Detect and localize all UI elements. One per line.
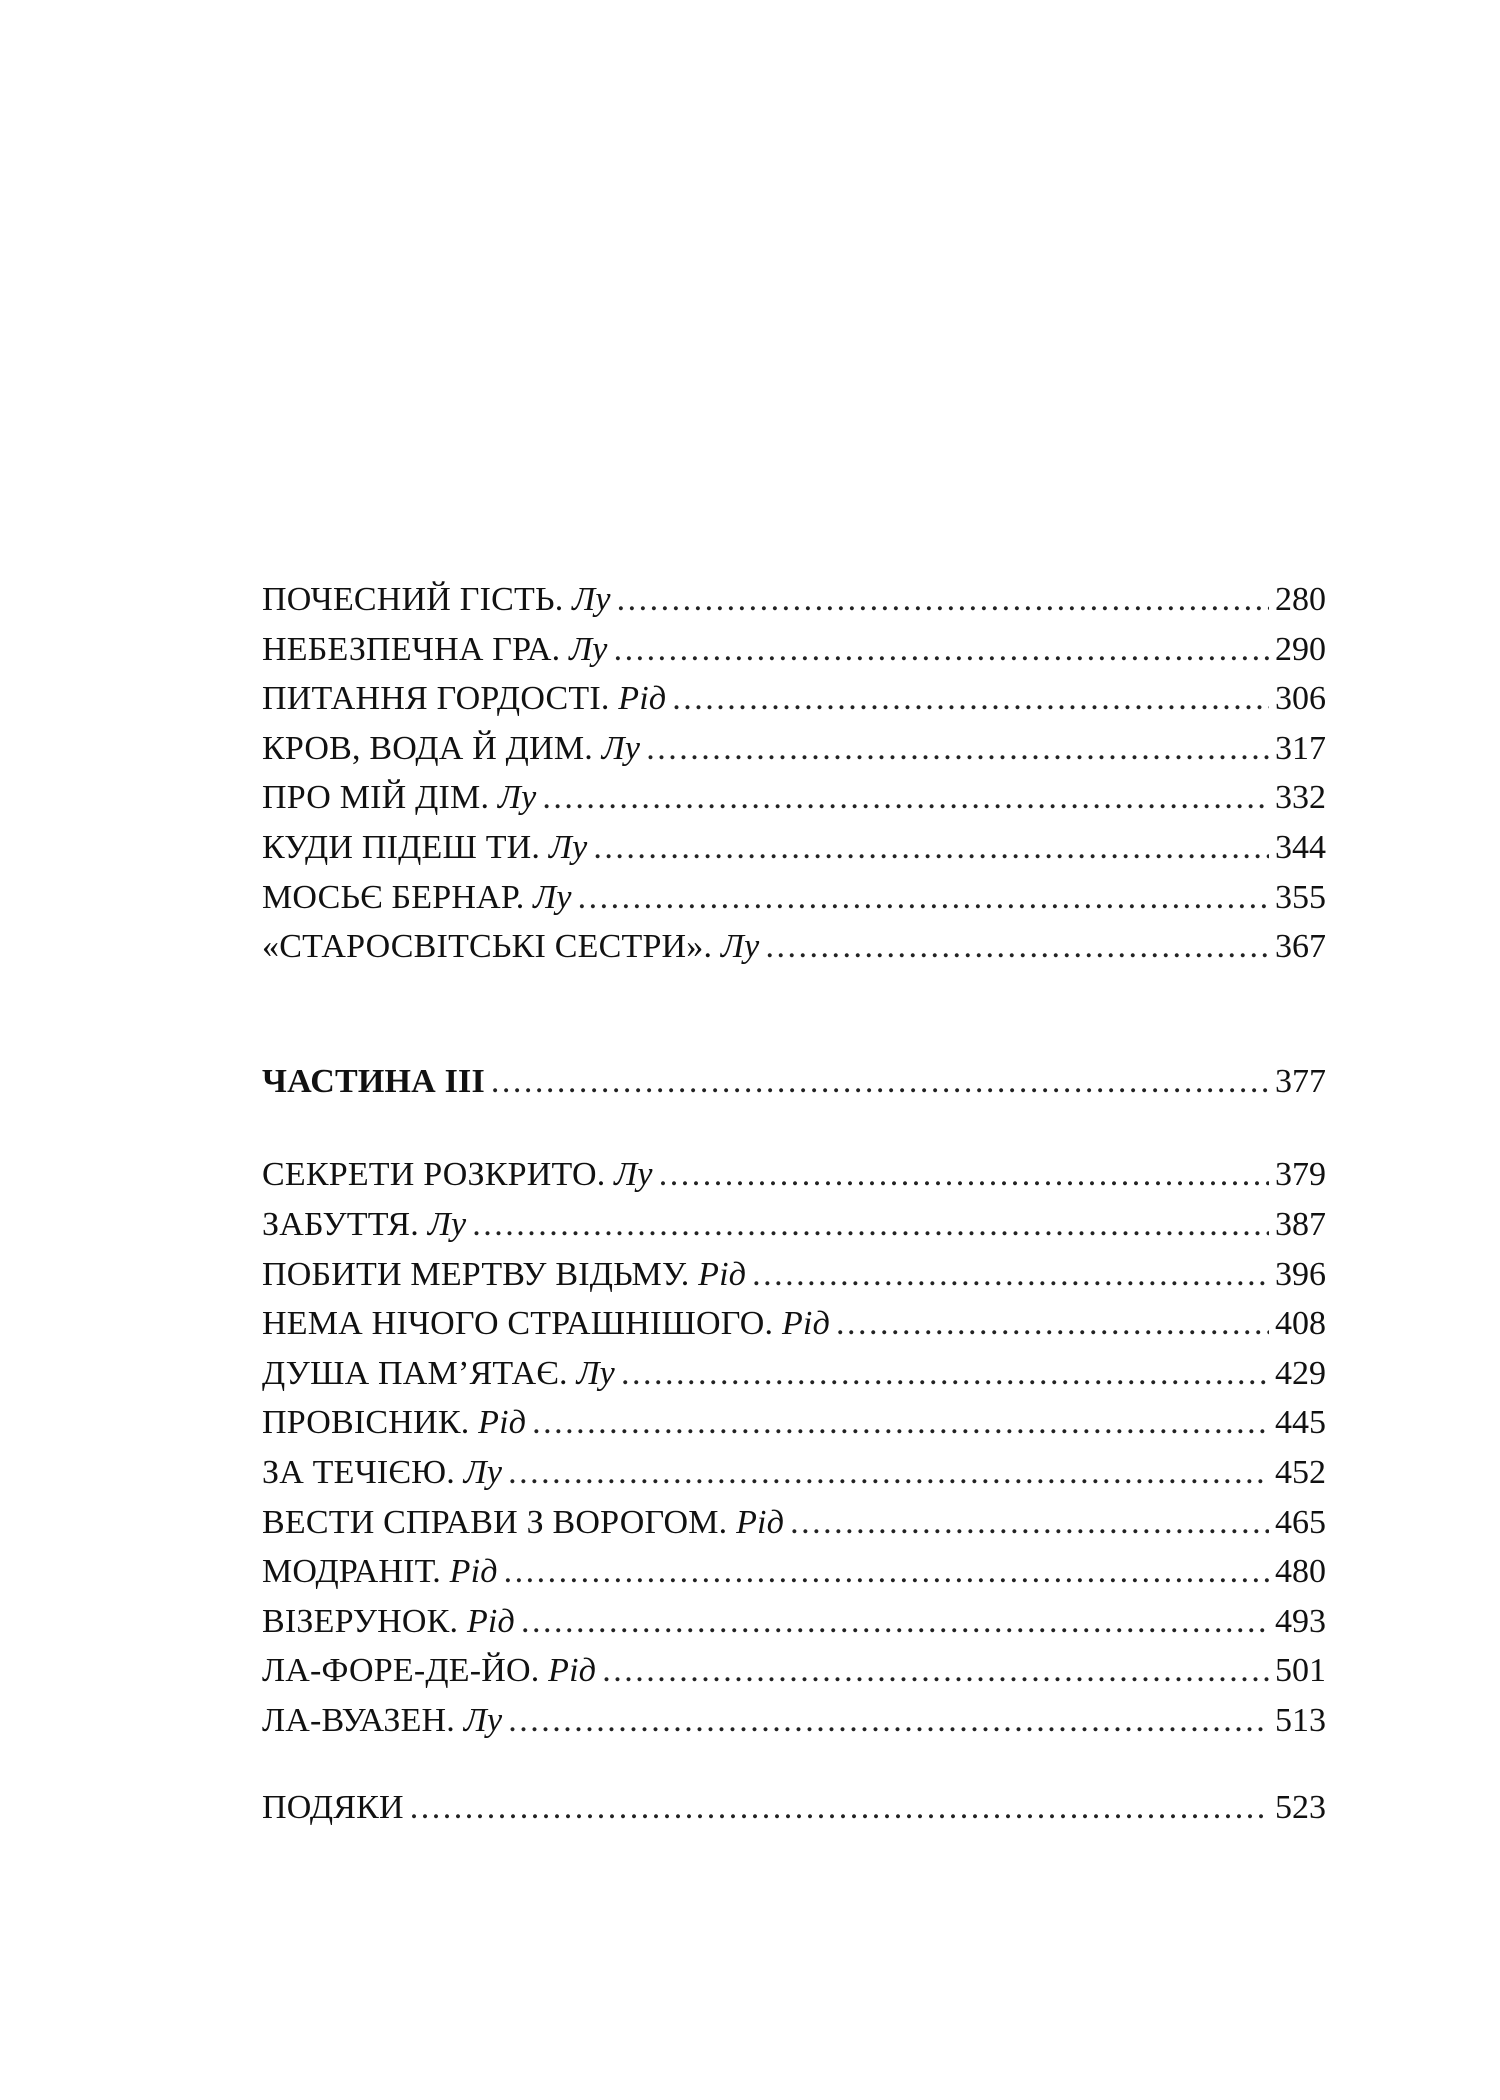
page-number: 379 bbox=[1275, 1156, 1326, 1194]
dot-leader bbox=[672, 674, 1269, 724]
dot-leader bbox=[578, 873, 1269, 923]
chapter-title: «СТАРОСВІТСЬКІ СЕСТРИ». bbox=[262, 928, 713, 966]
toc-entry[interactable] bbox=[262, 1696, 1326, 1746]
chapter-title: КУДИ ПІДЕШ ТИ. bbox=[262, 828, 541, 866]
dot-leader bbox=[504, 1547, 1269, 1597]
chapter-title: КРОВ, ВОДА Й ДИМ. bbox=[262, 729, 593, 767]
chapter-narrator: Лу bbox=[463, 1701, 503, 1739]
toc-entry[interactable] bbox=[262, 1498, 1326, 1548]
toc-entry-title bbox=[262, 773, 536, 823]
toc-entry-title bbox=[262, 625, 608, 675]
page-number: 408 bbox=[1275, 1305, 1326, 1343]
toc-entry-title bbox=[262, 575, 611, 625]
page-number: 465 bbox=[1275, 1503, 1326, 1541]
dot-leader bbox=[790, 1498, 1269, 1548]
chapter-title: ЗА ТЕЧІЄЮ. bbox=[262, 1453, 455, 1491]
toc-entry-title bbox=[262, 823, 587, 873]
page-number: 523 bbox=[1275, 1789, 1326, 1827]
chapter-title: ВЕСТИ СПРАВИ З ВОРОГОМ. bbox=[262, 1503, 728, 1541]
toc-entry-title bbox=[262, 1498, 784, 1548]
page-number: 493 bbox=[1275, 1602, 1326, 1640]
dot-leader bbox=[621, 1349, 1269, 1399]
page-number: 452 bbox=[1275, 1453, 1326, 1491]
page-number: 377 bbox=[1275, 1062, 1326, 1100]
page-number: 396 bbox=[1275, 1255, 1326, 1293]
dot-leader bbox=[508, 1696, 1269, 1746]
dot-leader bbox=[602, 1646, 1269, 1696]
dot-leader bbox=[508, 1448, 1269, 1498]
toc-entry-title bbox=[262, 1349, 615, 1399]
toc-entry-title bbox=[262, 1250, 746, 1300]
page-number: 306 bbox=[1275, 680, 1326, 718]
chapter-narrator: Рід bbox=[548, 1652, 597, 1690]
page-number: 344 bbox=[1275, 828, 1326, 866]
page-number: 480 bbox=[1275, 1553, 1326, 1591]
dot-leader bbox=[752, 1250, 1269, 1300]
chapter-title: ПОБИТИ МЕРТВУ ВІДЬМУ. bbox=[262, 1255, 690, 1293]
toc-entry[interactable] bbox=[262, 1597, 1326, 1647]
chapter-narrator: Лу bbox=[569, 630, 608, 668]
toc-entry[interactable] bbox=[262, 1448, 1326, 1498]
page-number: 445 bbox=[1275, 1404, 1326, 1442]
toc-entry-title bbox=[262, 724, 640, 774]
toc-entry[interactable] bbox=[262, 1250, 1326, 1300]
dot-leader bbox=[646, 724, 1269, 774]
chapter-narrator: Лу bbox=[614, 1156, 653, 1194]
toc-entry[interactable] bbox=[262, 724, 1326, 774]
section-spacer bbox=[262, 1106, 1326, 1150]
chapter-narrator: Лу bbox=[497, 779, 537, 817]
toc-entry-title bbox=[262, 1150, 653, 1200]
dot-leader bbox=[836, 1299, 1269, 1349]
chapter-narrator: Лу bbox=[533, 878, 572, 916]
chapter-title: ВІЗЕРУНОК. bbox=[262, 1602, 459, 1640]
chapter-narrator: Лу bbox=[576, 1354, 615, 1392]
toc-entry[interactable] bbox=[262, 823, 1326, 873]
toc-entry[interactable] bbox=[262, 625, 1326, 675]
page-number: 332 bbox=[1275, 779, 1326, 817]
page-number: 513 bbox=[1275, 1701, 1326, 1739]
toc-entry-title bbox=[262, 1597, 515, 1647]
chapter-narrator: Лу bbox=[548, 828, 588, 866]
chapter-narrator: Рід bbox=[698, 1255, 747, 1293]
dot-leader bbox=[765, 922, 1269, 972]
chapter-title: ЛА-ВУАЗЕН. bbox=[262, 1701, 456, 1739]
dot-leader bbox=[532, 1398, 1269, 1448]
toc-entry[interactable] bbox=[262, 1547, 1326, 1597]
chapter-narrator: Рід bbox=[466, 1602, 515, 1640]
toc-entry[interactable] bbox=[262, 575, 1326, 625]
dot-leader bbox=[617, 575, 1269, 625]
chapter-title: ЗАБУТТЯ. bbox=[262, 1205, 420, 1243]
toc-entry[interactable] bbox=[262, 1398, 1326, 1448]
toc-entry-acknowledgements[interactable] bbox=[262, 1783, 1326, 1833]
chapter-narrator: Лу bbox=[601, 729, 641, 767]
toc-entry-title bbox=[262, 1646, 596, 1696]
chapter-title: СЕКРЕТИ РОЗКРИТО. bbox=[262, 1156, 606, 1194]
chapter-narrator: Лу bbox=[572, 581, 611, 618]
chapter-narrator: Рід bbox=[478, 1404, 527, 1442]
chapter-narrator: Лу bbox=[463, 1453, 503, 1491]
chapter-title: ПОЧЕСНИЙ ГІСТЬ. bbox=[262, 581, 564, 618]
chapter-title: ПРОВІСНИК. bbox=[262, 1404, 470, 1442]
toc-entry-title bbox=[262, 1448, 502, 1498]
toc-entry[interactable] bbox=[262, 674, 1326, 724]
dot-leader bbox=[659, 1150, 1269, 1200]
toc-group-part-2-continued bbox=[262, 575, 1326, 972]
toc-entry-title bbox=[262, 922, 759, 972]
toc-entry[interactable] bbox=[262, 873, 1326, 923]
toc-entry-title bbox=[262, 1696, 502, 1746]
chapter-title: НЕМА НІЧОГО СТРАШНІШОГО. bbox=[262, 1305, 774, 1343]
page-number: 317 bbox=[1275, 729, 1326, 767]
toc-entry[interactable] bbox=[262, 922, 1326, 972]
section-spacer bbox=[262, 972, 1326, 1057]
chapter-narrator: Рід bbox=[449, 1553, 498, 1591]
toc-entry[interactable] bbox=[262, 1200, 1326, 1250]
page-number: 387 bbox=[1275, 1205, 1326, 1243]
toc-entry[interactable] bbox=[262, 1150, 1326, 1200]
table-of-contents bbox=[262, 575, 1326, 1833]
toc-entry[interactable] bbox=[262, 1349, 1326, 1399]
page-number: 429 bbox=[1275, 1354, 1326, 1392]
toc-entry[interactable] bbox=[262, 1299, 1326, 1349]
toc-entry[interactable] bbox=[262, 773, 1326, 823]
toc-entry-title bbox=[262, 873, 572, 923]
section-spacer bbox=[262, 1745, 1326, 1783]
dot-leader bbox=[614, 625, 1269, 675]
page-number: 355 bbox=[1275, 878, 1326, 916]
page-number: 367 bbox=[1275, 928, 1326, 966]
toc-entry-title bbox=[262, 1200, 466, 1250]
page-number: 290 bbox=[1275, 630, 1326, 668]
chapter-title: НЕБЕЗПЕЧНА ГРА. bbox=[262, 630, 561, 668]
page-number: 501 bbox=[1275, 1652, 1326, 1690]
dot-leader bbox=[410, 1783, 1269, 1833]
toc-entry[interactable] bbox=[262, 1646, 1326, 1696]
part-title: ЧАСТИНА ІІІ bbox=[262, 1062, 485, 1100]
dot-leader bbox=[542, 773, 1269, 823]
chapter-title: ПИТАННЯ ГОРДОСТІ. bbox=[262, 680, 610, 718]
chapter-title: МОСЬЄ БЕРНАР. bbox=[262, 878, 525, 916]
chapter-narrator: Рід bbox=[736, 1503, 785, 1541]
toc-group-part-3 bbox=[262, 1150, 1326, 1745]
toc-entry-title bbox=[262, 1547, 498, 1597]
chapter-title: ПРО МІЙ ДІМ. bbox=[262, 779, 490, 817]
chapter-narrator: Рід bbox=[618, 680, 667, 718]
toc-part-heading[interactable] bbox=[262, 1057, 1326, 1107]
chapter-narrator: Лу bbox=[427, 1205, 467, 1243]
toc-entry-title bbox=[262, 674, 666, 724]
toc-entry-title bbox=[262, 1299, 830, 1349]
chapter-narrator: Лу bbox=[720, 928, 760, 966]
dot-leader bbox=[472, 1200, 1269, 1250]
toc-entry-title: ПОДЯКИ bbox=[262, 1789, 404, 1827]
toc-entry-title bbox=[262, 1398, 526, 1448]
chapter-title: ЛА-ФОРЕ-ДЕ-ЙО. bbox=[262, 1652, 540, 1690]
page-number: 280 bbox=[1275, 581, 1326, 618]
dot-leader bbox=[593, 823, 1269, 873]
dot-leader bbox=[491, 1057, 1269, 1107]
chapter-title: МОДРАНІТ. bbox=[262, 1553, 441, 1591]
chapter-narrator: Рід bbox=[781, 1305, 830, 1343]
dot-leader bbox=[521, 1597, 1269, 1647]
chapter-title: ДУША ПАМ’ЯТАЄ. bbox=[262, 1354, 568, 1392]
